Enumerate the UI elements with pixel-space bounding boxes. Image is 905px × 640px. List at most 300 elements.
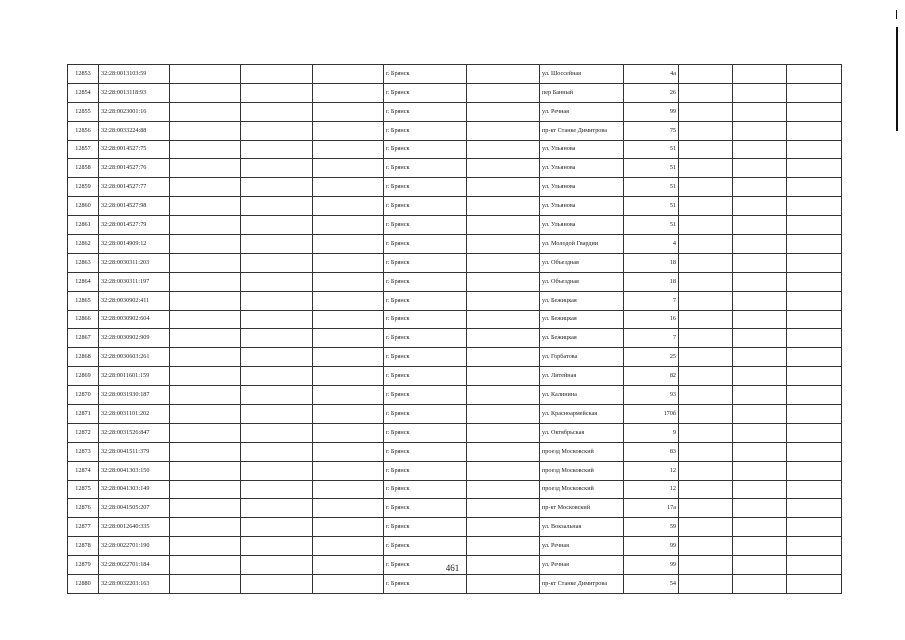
empty-cell — [467, 461, 540, 480]
cadastral-number-cell: 32:28:0012640:335 — [99, 518, 170, 537]
house-number-cell: 82 — [624, 367, 679, 386]
table-row — [68, 442, 842, 461]
house-number-cell: 12 — [624, 480, 679, 499]
empty-cell — [787, 197, 842, 216]
empty-cell — [787, 537, 842, 556]
empty-cell — [679, 253, 733, 272]
table-row — [68, 235, 842, 254]
empty-cell — [733, 272, 787, 291]
table-row — [68, 329, 842, 348]
empty-cell — [467, 102, 540, 121]
empty-cell — [679, 518, 733, 537]
empty-cell — [467, 367, 540, 386]
empty-cell — [679, 121, 733, 140]
empty-cell — [170, 253, 241, 272]
street-cell: ул. Октябрьская — [540, 423, 624, 442]
empty-cell — [170, 348, 241, 367]
empty-cell — [787, 499, 842, 518]
empty-cell — [170, 178, 241, 197]
row-number-cell: 12853 — [68, 65, 99, 84]
city-cell: г. Брянск — [384, 102, 467, 121]
house-number-cell: 4 — [624, 235, 679, 254]
empty-cell — [467, 442, 540, 461]
empty-cell — [170, 386, 241, 405]
cadastral-number-cell: 32:28:0013103:59 — [99, 65, 170, 84]
empty-cell — [241, 216, 313, 235]
row-number-cell: 12873 — [68, 442, 99, 461]
empty-cell — [787, 159, 842, 178]
empty-cell — [787, 329, 842, 348]
house-number-cell: 51 — [624, 197, 679, 216]
city-cell: г. Брянск — [384, 291, 467, 310]
empty-cell — [313, 310, 384, 329]
empty-cell — [787, 461, 842, 480]
row-number-cell: 12857 — [68, 140, 99, 159]
city-cell: г. Брянск — [384, 537, 467, 556]
empty-cell — [467, 121, 540, 140]
empty-cell — [679, 310, 733, 329]
cadastral-number-cell: 32:28:0031101:202 — [99, 405, 170, 424]
street-cell: ул. Молодой Гвардии — [540, 235, 624, 254]
empty-cell — [313, 461, 384, 480]
empty-cell — [467, 518, 540, 537]
empty-cell — [467, 83, 540, 102]
empty-cell — [170, 140, 241, 159]
row-number-cell: 12858 — [68, 159, 99, 178]
empty-cell — [679, 197, 733, 216]
empty-cell — [241, 272, 313, 291]
city-cell: г. Брянск — [384, 121, 467, 140]
empty-cell — [733, 178, 787, 197]
cadastral-number-cell: 32:28:0041505:207 — [99, 499, 170, 518]
table-row — [68, 65, 842, 84]
city-cell: г. Брянск — [384, 197, 467, 216]
cadastral-number-cell: 32:28:0030311:203 — [99, 253, 170, 272]
empty-cell — [733, 348, 787, 367]
row-number-cell: 12863 — [68, 253, 99, 272]
street-cell: ул. Бежицкая — [540, 291, 624, 310]
city-cell: г. Брянск — [384, 329, 467, 348]
empty-cell — [241, 537, 313, 556]
city-cell: г. Брянск — [384, 405, 467, 424]
row-number-cell: 12869 — [68, 367, 99, 386]
empty-cell — [241, 461, 313, 480]
city-cell: г. Брянск — [384, 442, 467, 461]
row-number-cell: 12862 — [68, 235, 99, 254]
empty-cell — [170, 461, 241, 480]
empty-cell — [679, 216, 733, 235]
empty-cell — [467, 65, 540, 84]
row-number-cell: 12874 — [68, 461, 99, 480]
empty-cell — [733, 310, 787, 329]
row-number-cell: 12866 — [68, 310, 99, 329]
row-number-cell: 12878 — [68, 537, 99, 556]
street-cell: ул. Калинина — [540, 386, 624, 405]
empty-cell — [733, 499, 787, 518]
empty-cell — [313, 405, 384, 424]
house-number-cell: 9 — [624, 423, 679, 442]
street-cell: ул. Горбатова — [540, 348, 624, 367]
city-cell: г. Брянск — [384, 65, 467, 84]
empty-cell — [241, 310, 313, 329]
empty-cell — [313, 121, 384, 140]
city-cell: г. Брянск — [384, 253, 467, 272]
empty-cell — [679, 405, 733, 424]
empty-cell — [241, 235, 313, 254]
house-number-cell: 26 — [624, 83, 679, 102]
city-cell: г. Брянск — [384, 83, 467, 102]
cadastral-number-cell: 32:28:0030902:909 — [99, 329, 170, 348]
street-cell: проезд Московский — [540, 461, 624, 480]
empty-cell — [467, 159, 540, 178]
empty-cell — [733, 461, 787, 480]
empty-cell — [241, 197, 313, 216]
table-row — [68, 102, 842, 121]
cadastral-number-cell: 32:28:0014527:98 — [99, 197, 170, 216]
cadastral-number-cell: 32:28:0041511:379 — [99, 442, 170, 461]
cadastral-number-cell: 32:28:0014909:12 — [99, 235, 170, 254]
scan-edge-bar — [896, 27, 898, 131]
empty-cell — [679, 537, 733, 556]
empty-cell — [679, 140, 733, 159]
empty-cell — [679, 102, 733, 121]
empty-cell — [241, 518, 313, 537]
table-row — [68, 197, 842, 216]
empty-cell — [170, 537, 241, 556]
empty-cell — [241, 499, 313, 518]
row-number-cell: 12872 — [68, 423, 99, 442]
empty-cell — [170, 329, 241, 348]
empty-cell — [467, 178, 540, 197]
street-cell: проезд Московский — [540, 480, 624, 499]
empty-cell — [313, 102, 384, 121]
empty-cell — [313, 575, 384, 594]
row-number-cell: 12876 — [68, 499, 99, 518]
house-number-cell: 51 — [624, 159, 679, 178]
row-number-cell: 12871 — [68, 405, 99, 424]
house-number-cell: 12 — [624, 461, 679, 480]
table-row — [68, 140, 842, 159]
street-cell: ул. Объездная — [540, 253, 624, 272]
empty-cell — [467, 291, 540, 310]
table-row — [68, 291, 842, 310]
empty-cell — [241, 65, 313, 84]
cadastral-number-cell: 32:28:0023001:16 — [99, 102, 170, 121]
table-row — [68, 386, 842, 405]
row-number-cell: 12859 — [68, 178, 99, 197]
table-row — [68, 575, 842, 594]
empty-cell — [787, 518, 842, 537]
empty-cell — [787, 216, 842, 235]
empty-cell — [170, 575, 241, 594]
empty-cell — [679, 442, 733, 461]
street-cell: ул. Ульянова — [540, 216, 624, 235]
empty-cell — [733, 367, 787, 386]
city-cell: г. Брянск — [384, 480, 467, 499]
empty-cell — [733, 575, 787, 594]
empty-cell — [467, 499, 540, 518]
cadastral-number-cell: 32:28:0014527:75 — [99, 140, 170, 159]
city-cell: г. Брянск — [384, 556, 467, 575]
street-cell: пер Банный — [540, 83, 624, 102]
registry-table — [67, 64, 842, 594]
empty-cell — [467, 480, 540, 499]
empty-cell — [467, 386, 540, 405]
row-number-cell: 12864 — [68, 272, 99, 291]
table-row — [68, 405, 842, 424]
empty-cell — [679, 461, 733, 480]
table-row — [68, 461, 842, 480]
empty-cell — [733, 197, 787, 216]
empty-cell — [241, 178, 313, 197]
empty-cell — [787, 348, 842, 367]
street-cell: проезд Московский — [540, 442, 624, 461]
row-number-cell: 12870 — [68, 386, 99, 405]
empty-cell — [467, 140, 540, 159]
row-number-cell: 12868 — [68, 348, 99, 367]
empty-cell — [313, 253, 384, 272]
street-cell: ул. Ульянова — [540, 197, 624, 216]
empty-cell — [313, 480, 384, 499]
empty-cell — [313, 272, 384, 291]
cadastral-number-cell: 32:28:0011601:159 — [99, 367, 170, 386]
house-number-cell: 99 — [624, 556, 679, 575]
empty-cell — [787, 310, 842, 329]
house-number-cell: 170б — [624, 405, 679, 424]
row-number-cell: 12860 — [68, 197, 99, 216]
cadastral-number-cell: 32:28:0030902:411 — [99, 291, 170, 310]
empty-cell — [467, 575, 540, 594]
empty-cell — [170, 367, 241, 386]
empty-cell — [733, 140, 787, 159]
cadastral-number-cell: 32:28:0041303:150 — [99, 461, 170, 480]
empty-cell — [313, 499, 384, 518]
cadastral-number-cell: 32:28:0031526:847 — [99, 423, 170, 442]
street-cell: пр-кт Станке Димитрова — [540, 575, 624, 594]
row-number-cell: 12854 — [68, 83, 99, 102]
cadastral-number-cell: 32:28:0031930:187 — [99, 386, 170, 405]
empty-cell — [170, 121, 241, 140]
empty-cell — [679, 348, 733, 367]
empty-cell — [467, 348, 540, 367]
empty-cell — [313, 442, 384, 461]
empty-cell — [733, 480, 787, 499]
empty-cell — [467, 216, 540, 235]
city-cell: г. Брянск — [384, 499, 467, 518]
empty-cell — [170, 102, 241, 121]
empty-cell — [679, 272, 733, 291]
table-row — [68, 499, 842, 518]
street-cell: ул. Шоссейная — [540, 65, 624, 84]
city-cell: г. Брянск — [384, 216, 467, 235]
empty-cell — [733, 442, 787, 461]
empty-cell — [313, 140, 384, 159]
empty-cell — [733, 159, 787, 178]
empty-cell — [170, 65, 241, 84]
row-number-cell: 12855 — [68, 102, 99, 121]
street-cell: ул. Ульянова — [540, 178, 624, 197]
house-number-cell: 7 — [624, 291, 679, 310]
cadastral-number-cell: 32:28:0014527:77 — [99, 178, 170, 197]
empty-cell — [787, 386, 842, 405]
empty-cell — [733, 216, 787, 235]
empty-cell — [679, 235, 733, 254]
empty-cell — [313, 216, 384, 235]
empty-cell — [733, 83, 787, 102]
row-number-cell: 12879 — [68, 556, 99, 575]
empty-cell — [787, 121, 842, 140]
page-number: 461 — [445, 563, 460, 573]
empty-cell — [679, 499, 733, 518]
house-number-cell: 75 — [624, 121, 679, 140]
empty-cell — [170, 518, 241, 537]
row-number-cell: 12875 — [68, 480, 99, 499]
house-number-cell: 59 — [624, 518, 679, 537]
street-cell: ул. Красноармейская — [540, 405, 624, 424]
empty-cell — [733, 329, 787, 348]
empty-cell — [787, 405, 842, 424]
cadastral-number-cell: 32:28:0013118:93 — [99, 83, 170, 102]
empty-cell — [170, 235, 241, 254]
empty-cell — [170, 310, 241, 329]
city-cell: г. Брянск — [384, 310, 467, 329]
empty-cell — [170, 291, 241, 310]
empty-cell — [241, 367, 313, 386]
cadastral-number-cell: 32:28:0033224:88 — [99, 121, 170, 140]
empty-cell — [679, 386, 733, 405]
row-number-cell: 12877 — [68, 518, 99, 537]
empty-cell — [313, 518, 384, 537]
empty-cell — [313, 83, 384, 102]
empty-cell — [170, 216, 241, 235]
empty-cell — [679, 159, 733, 178]
house-number-cell: 16 — [624, 310, 679, 329]
empty-cell — [467, 310, 540, 329]
empty-cell — [679, 65, 733, 84]
table-row — [68, 253, 842, 272]
street-cell: ул. Ульянова — [540, 140, 624, 159]
empty-cell — [241, 329, 313, 348]
row-number-cell: 12880 — [68, 575, 99, 594]
empty-cell — [733, 65, 787, 84]
city-cell: г. Брянск — [384, 518, 467, 537]
house-number-cell: 25 — [624, 348, 679, 367]
empty-cell — [241, 159, 313, 178]
empty-cell — [787, 178, 842, 197]
empty-cell — [241, 480, 313, 499]
city-cell: г. Брянск — [384, 140, 467, 159]
cadastral-number-cell: 32:28:0014527:76 — [99, 159, 170, 178]
empty-cell — [241, 575, 313, 594]
empty-cell — [679, 367, 733, 386]
empty-cell — [241, 405, 313, 424]
house-number-cell: 18 — [624, 253, 679, 272]
empty-cell — [787, 140, 842, 159]
house-number-cell: 51 — [624, 140, 679, 159]
table-row — [68, 216, 842, 235]
empty-cell — [679, 329, 733, 348]
street-cell: ул. Объездная — [540, 272, 624, 291]
house-number-cell: 18 — [624, 272, 679, 291]
empty-cell — [241, 140, 313, 159]
house-number-cell: 4а — [624, 65, 679, 84]
empty-cell — [313, 197, 384, 216]
empty-cell — [787, 575, 842, 594]
table-row — [68, 348, 842, 367]
cadastral-number-cell: 32:28:0014527:79 — [99, 216, 170, 235]
empty-cell — [313, 386, 384, 405]
empty-cell — [679, 83, 733, 102]
empty-cell — [679, 291, 733, 310]
empty-cell — [313, 178, 384, 197]
empty-cell — [313, 537, 384, 556]
empty-cell — [787, 423, 842, 442]
empty-cell — [787, 272, 842, 291]
street-cell: ул. Речная — [540, 537, 624, 556]
empty-cell — [733, 121, 787, 140]
empty-cell — [679, 575, 733, 594]
house-number-cell: 51 — [624, 178, 679, 197]
empty-cell — [241, 291, 313, 310]
empty-cell — [467, 537, 540, 556]
empty-cell — [679, 480, 733, 499]
empty-cell — [733, 235, 787, 254]
street-cell: ул. Литейная — [540, 367, 624, 386]
table-row — [68, 272, 842, 291]
empty-cell — [313, 329, 384, 348]
cadastral-number-cell: 32:28:0022701:190 — [99, 537, 170, 556]
empty-cell — [313, 291, 384, 310]
row-number-cell: 12856 — [68, 121, 99, 140]
empty-cell — [241, 102, 313, 121]
city-cell: г. Брянск — [384, 367, 467, 386]
cadastral-number-cell: 32:28:0030902:604 — [99, 310, 170, 329]
empty-cell — [313, 65, 384, 84]
cadastral-number-cell: 32:28:0032203:163 — [99, 575, 170, 594]
row-number-cell: 12861 — [68, 216, 99, 235]
city-cell: г. Брянск — [384, 235, 467, 254]
empty-cell — [733, 537, 787, 556]
empty-cell — [787, 235, 842, 254]
city-cell: г. Брянск — [384, 178, 467, 197]
house-number-cell: 99 — [624, 102, 679, 121]
table-row — [68, 83, 842, 102]
empty-cell — [787, 480, 842, 499]
city-cell: г. Брянск — [384, 386, 467, 405]
empty-cell — [787, 253, 842, 272]
empty-cell — [787, 65, 842, 84]
cadastral-number-cell: 32:28:0022701:184 — [99, 556, 170, 575]
empty-cell — [170, 272, 241, 291]
empty-cell — [170, 159, 241, 178]
empty-cell — [467, 197, 540, 216]
empty-cell — [787, 102, 842, 121]
city-cell: г. Брянск — [384, 423, 467, 442]
empty-cell — [787, 442, 842, 461]
street-cell: ул. Бежицкая — [540, 310, 624, 329]
empty-cell — [787, 83, 842, 102]
empty-cell — [241, 386, 313, 405]
house-number-cell: 51 — [624, 216, 679, 235]
empty-cell — [313, 235, 384, 254]
row-number-cell: 12865 — [68, 291, 99, 310]
empty-cell — [313, 159, 384, 178]
table-row — [68, 518, 842, 537]
cadastral-number-cell: 32:28:0030311:197 — [99, 272, 170, 291]
city-cell: г. Брянск — [384, 461, 467, 480]
street-cell: ул. Речная — [540, 556, 624, 575]
empty-cell — [241, 253, 313, 272]
